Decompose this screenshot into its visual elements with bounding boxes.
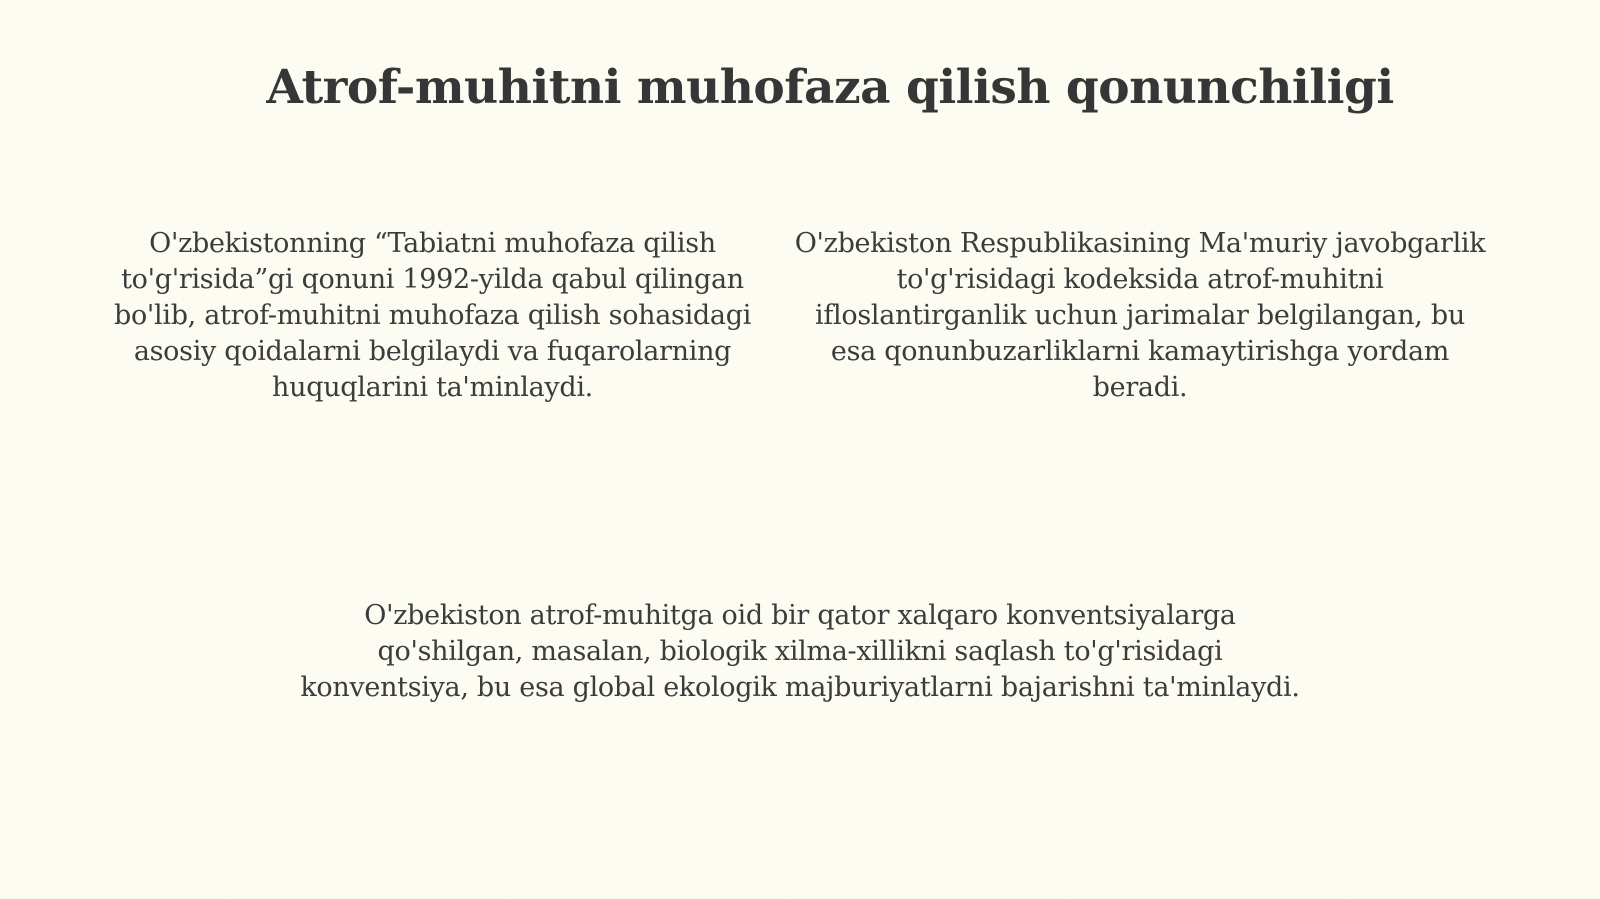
slide-title: Atrof-muhitni muhofaza qilish qonunchiligi [266, 60, 1394, 115]
paragraph-international-conventions: O'zbekiston atrof-muhitga oid bir qator xalqaro konventsiyalarga qo'shilgan, masalan, biologik xilma-xillikni saqlash to'g'risidagi konventsiya, bu esa global ekologik majburiyatlarni bajarishni ta'minlaydi. [300, 600, 1300, 703]
paragraph-administrative-code: O'zbekiston Respublikasining Ma'muriy javobgarlik to'g'risidagi kodeksida atrof-muhitni ifloslantirganlik uchun jarimalar belgilangan, bu esa qonunbuzarliklarni kamaytirishga yordam beradi. [794, 228, 1486, 403]
paragraph-nature-protection-law: O'zbekistonning “Tabiatni muhofaza qilish to'g'risida”gi qonuni 1992-yilda qabul qilingan bo'lib, atrof-muhitni muhofaza qilish sohasidagi asosiy qoidalarni belgilaydi va fuqarolarning huquqlarini ta'minlaydi. [113, 228, 752, 403]
